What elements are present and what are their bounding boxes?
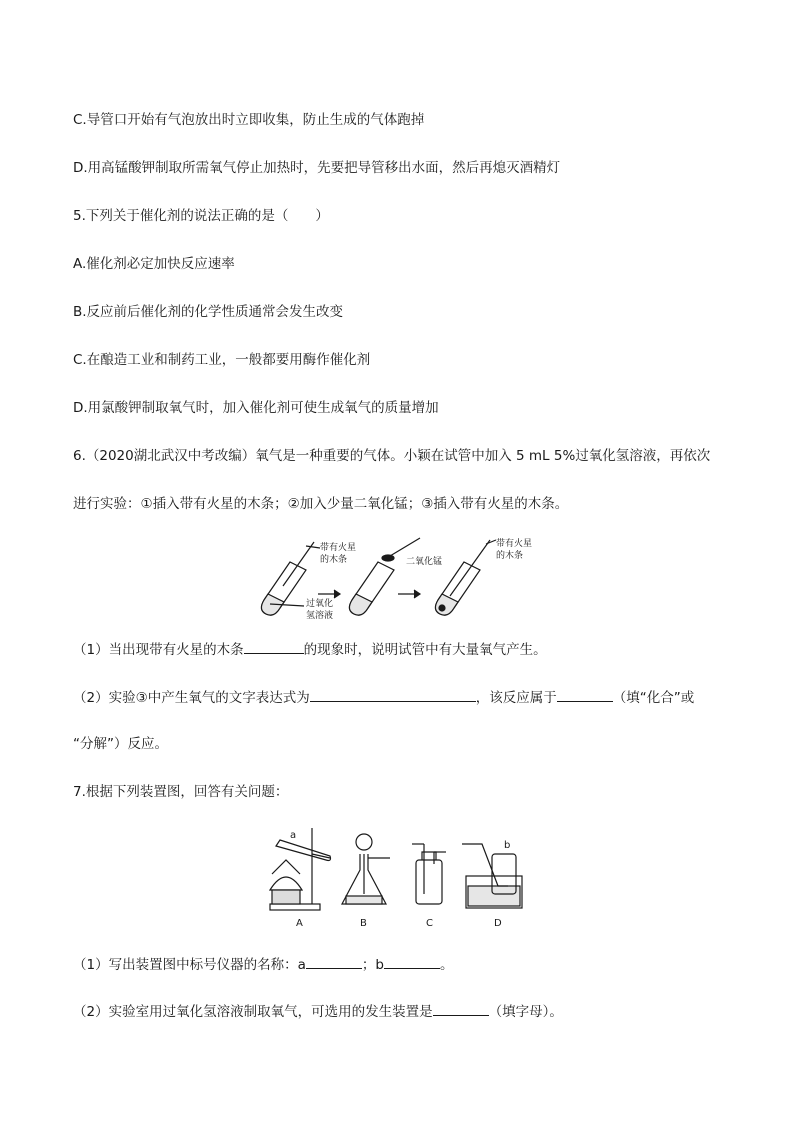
splint-2 [450, 540, 490, 596]
option-4d: D.用高锰酸钾制取所需氧气停止加热时，先要把导管移出水面，然后再熄灭酒精灯 [73, 160, 561, 176]
question-6-part1: （1）当出现带有火星的木条 的现象时，说明试管中有大量氧气产生。 [73, 639, 547, 659]
svg-text:A: A [296, 918, 303, 929]
question-5: 5.下列关于催化剂的说法正确的是（ ） [73, 208, 329, 224]
spoon [390, 538, 420, 556]
liquid-2 [349, 594, 372, 615]
answer-blank[interactable] [310, 687, 476, 702]
answer-blank[interactable] [384, 954, 440, 969]
svg-text:氢溶液: 氢溶液 [306, 611, 334, 621]
svg-text:B: B [360, 918, 367, 929]
question-6-line1: 6.（2020湖北武汉中考改编）氧气是一种重要的气体。小颖在试管中加入 5 mL 5%过氧化氢溶液，再依次 [73, 448, 711, 464]
delivery-tube [462, 844, 508, 886]
test-tube-a [276, 840, 331, 861]
svg-text:的木条: 的木条 [320, 555, 348, 565]
question-6-part2: （2）实验③中产生氧气的文字表达式为 ，该反应属于 （填“化合”或 [73, 687, 694, 707]
option-5d: D.用氯酸钾制取氧气时，加入催化剂可使生成氧气的质量增加 [73, 400, 439, 416]
answer-blank[interactable] [244, 639, 304, 654]
question-6-part2-cont: “分解”）反应。 [73, 736, 168, 752]
question-7: 7.根据下列装置图，回答有关问题： [73, 784, 289, 800]
svg-text:的木条: 的木条 [496, 551, 524, 561]
liquid-3 [435, 594, 458, 615]
svg-text:C: C [426, 918, 433, 929]
separatory-funnel [356, 834, 372, 850]
option-5c: C.在酿造工业和制药工业，一般都要用酶作催化剂 [73, 352, 371, 368]
stand-base [270, 904, 320, 910]
svg-text:二氧化锰: 二氧化锰 [406, 557, 443, 567]
svg-text:a: a [290, 830, 297, 841]
answer-blank[interactable] [306, 954, 362, 969]
splint-1 [283, 542, 314, 586]
question-6-line2: 进行实验：①插入带有火星的木条；②加入少量二氧化锰；③插入带有火星的木条。 [73, 496, 569, 512]
option-5b: B.反应前后催化剂的化学性质通常会发生改变 [73, 304, 344, 320]
gas-bottle-c [416, 860, 442, 904]
question-7-part1: （1）写出装置图中标号仪器的名称：a ；b 。 [73, 954, 453, 974]
answer-blank[interactable] [433, 1001, 489, 1016]
option-5a: A.催化剂必定加快反应速率 [73, 256, 235, 272]
question-7-part2: （2）实验室用过氧化氢溶液制取氧气，可选用的发生装置是 （填字母）。 [73, 1001, 563, 1021]
svg-text:带有火星: 带有火星 [496, 539, 533, 549]
figure-test-tubes [250, 534, 550, 624]
svg-text:过氧化: 过氧化 [306, 599, 334, 609]
svg-text:D: D [494, 918, 502, 929]
answer-blank[interactable] [557, 687, 613, 702]
svg-text:b: b [504, 840, 511, 851]
alcohol-lamp [270, 877, 302, 890]
figure-apparatus [266, 824, 526, 932]
svg-text:带有火星: 带有火星 [320, 543, 357, 553]
option-4c: C.导管口开始有气泡放出时立即收集，防止生成的气体跑掉 [73, 112, 425, 128]
